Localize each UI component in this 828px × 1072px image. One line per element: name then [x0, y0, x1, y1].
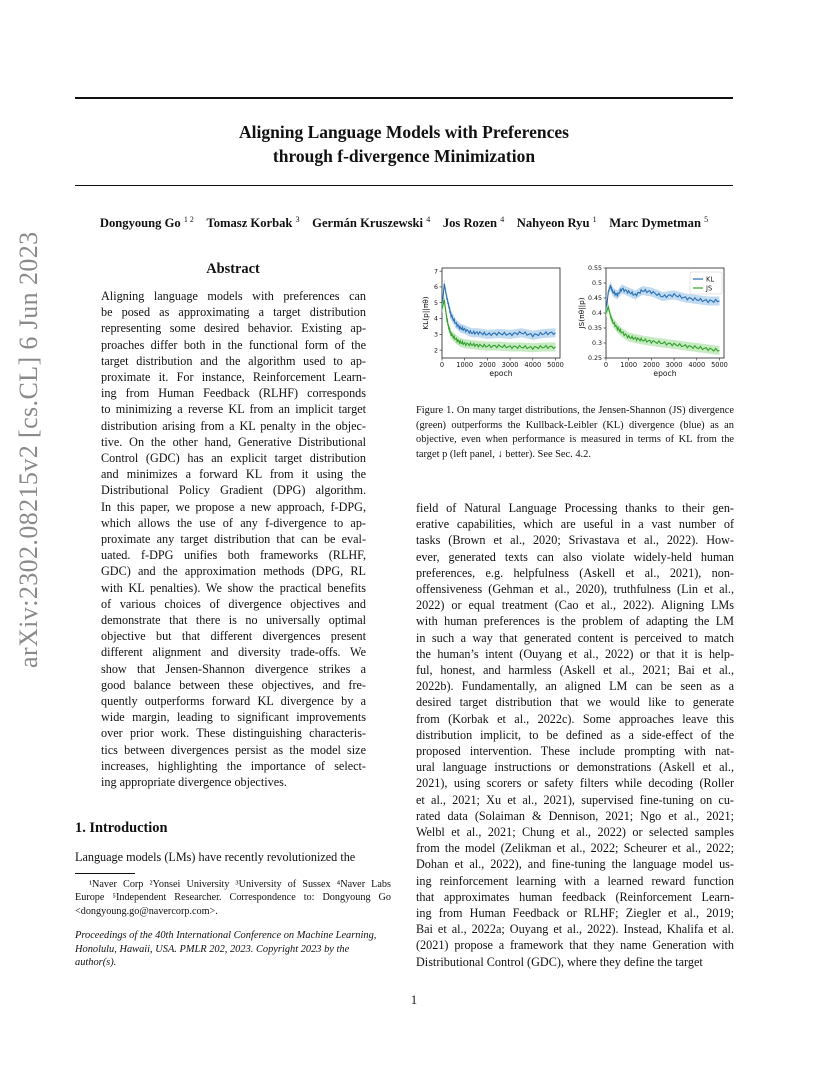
- abstract-line: of various choices of divergence objectives and: [101, 596, 366, 611]
- author-name: Marc Dymetman $^5$: [609, 215, 709, 231]
- x-tick-label: 5000: [547, 361, 564, 369]
- body-line: Dohan et al., 2022), and fine-tuning the language model us-: [416, 857, 734, 872]
- body-line: rated data (Solaiman & Dennison, 2021; Ngo et al., 2021;: [416, 808, 734, 823]
- y-axis-label: KL(p||πθ): [421, 296, 430, 330]
- author-name: Dongyoung Go $^{1 2}$: [99, 215, 194, 231]
- x-tick-label: 3000: [665, 361, 683, 369]
- body-line: ever, generated texts can also violate widely-held human: [416, 549, 734, 564]
- abstract-line: Aligning language models with preferences can: [101, 289, 366, 303]
- y-tick-label: 5: [433, 299, 438, 307]
- author-name: Nahyeon Ryu $^1$: [516, 215, 597, 231]
- abstract-line: wide margin, leading to significant improvements: [101, 710, 366, 725]
- x-tick-label: 4000: [524, 361, 542, 369]
- abstract-body: [101, 288, 366, 790]
- chart-js-panel: [577, 265, 728, 378]
- figure-1: [412, 260, 734, 390]
- paper-title-line1: Aligning Language Models with Preferences: [239, 122, 569, 142]
- body-line: 2022) or equal treatment (Cao et al., 2022). Aligning LMs: [416, 598, 734, 613]
- abstract-line: good balance between these objectives, and fre-: [101, 677, 366, 692]
- x-tick-label: 0: [603, 361, 609, 369]
- author-list: [75, 215, 733, 231]
- abstract-line: increases, highlighting the importance of select-: [101, 758, 366, 773]
- body-line: et al., 2021; Xu et al., 2021), supervised fine-tuning on cu-: [416, 792, 734, 807]
- author-affiliation: 1 2: [183, 215, 194, 224]
- y-tick-label: 7: [433, 268, 438, 276]
- abstract-line: and minimizes a forward KL from it using the: [101, 467, 366, 482]
- x-tick-label: 3000: [501, 361, 519, 369]
- x-tick-label: 5000: [711, 361, 728, 369]
- page-number: 1: [410, 993, 418, 1007]
- arxiv-stamp: arXiv:2302.08215v2 [cs.CL] 6 Jun 2023: [14, 231, 43, 668]
- y-tick-label: 6: [433, 284, 438, 292]
- x-tick-label: 2000: [478, 361, 496, 369]
- chart-kl-panel: [421, 268, 564, 378]
- confidence-band: [442, 279, 555, 339]
- affiliation-footnote: ¹Naver Corp ²Yonsei University ³University of Sussex ⁴Naver Labs Europe ⁵Independent Researcher. Correspondence to: Dongyoung Go <dongyoung.go@navercorp.com>.: [75, 879, 391, 917]
- author-name: Jos Rozen $^4$: [442, 215, 505, 231]
- body-line: field of Natural Language Processing thanks to their gen-: [416, 501, 734, 515]
- y-tick-label: 0.5: [591, 280, 602, 288]
- body-line: that approximates human feedback (Reinforcement Learn-: [416, 889, 734, 904]
- paper-title-line2: through f-divergence Minimization: [272, 146, 536, 166]
- author-affiliation: 1: [592, 215, 597, 224]
- abstract-line: proaches differ both in the functional form of the: [101, 337, 366, 352]
- abstract-heading: Abstract: [206, 261, 260, 277]
- body-line: with human preferences is the problem of adapting the LM: [416, 614, 734, 629]
- body-line: preferences, e.g. helpfulness (Askell et al., 2021), non-: [416, 565, 734, 580]
- body-line: desired target distribution that we would like to generate: [416, 695, 734, 710]
- proceedings-note: Proceedings of the 40th International Conference on Machine Learning, Honolulu, Hawaii, USA. PMLR 202, 2023. Copyright 2023 by the author(s).: [75, 930, 377, 969]
- legend-label: KL: [706, 275, 714, 284]
- x-axis-label: epoch: [653, 369, 677, 378]
- y-tick-label: 3: [433, 331, 438, 339]
- right-column-text: [416, 500, 734, 970]
- body-line: proposed intervention. These include prompting with nat-: [416, 744, 734, 759]
- abstract-line: Control (GDC) has an explicit target distribution: [101, 451, 366, 466]
- y-tick-label: 0.55: [587, 265, 602, 273]
- abstract-line: which allows the use of any f-divergence to ap-: [101, 515, 366, 530]
- body-line: Bai et al., 2022a; Ouyang et al., 2022). Instead, Khalifa et al.: [416, 922, 734, 937]
- legend-label: JS: [706, 284, 713, 293]
- abstract-line: different alignment and diversity trade-offs. We: [101, 645, 366, 660]
- abstract-line: tics between divergences persist as the model size: [101, 742, 366, 757]
- y-tick-label: 0.45: [587, 295, 602, 303]
- body-line: ural language instructions or demonstrations (Askell et al.,: [416, 760, 734, 775]
- confidence-band: [606, 303, 719, 356]
- body-line: 2021), using scorers or safety filters while decoding (Roller: [416, 776, 734, 791]
- y-tick-label: 2: [433, 347, 438, 355]
- author-name: Tomasz Korbak $^3$: [206, 215, 300, 231]
- body-line: ing reinforcement learning with a learned reward function: [416, 873, 734, 888]
- abstract-line: Distributional Policy Gradient (DPG) algorithm.: [101, 483, 366, 498]
- abstract-line: distribution arising from a KL penalty in the objec-: [101, 418, 366, 433]
- author-name: Germán Kruszewski $^4$: [312, 215, 431, 231]
- abstract-line: quently outperforms forward KL divergence by a: [101, 694, 366, 709]
- abstract-line: proximate any target distribution that can be eval-: [101, 532, 366, 547]
- x-tick-label: 2000: [642, 361, 660, 369]
- abstract-line: be posed as approximating a target distribution: [101, 305, 366, 320]
- abstract-line: demonstrate that there is no universally optimal: [101, 613, 366, 628]
- body-line: Welbl et al., 2021; Chung et al., 2022) or selected samples: [416, 825, 734, 840]
- body-line: ful, honest, and harmless (Askell et al., 2021; Bai et al.,: [416, 663, 734, 678]
- body-line: from (Korbak et al., 2022c). Some approaches leave this: [416, 711, 734, 726]
- abstract-line: over prior work. These distinguishing characteris-: [101, 726, 366, 741]
- body-line: the human’s intent (Ouyang et al., 2022) or that it is help-: [416, 646, 734, 661]
- figure-caption: Figure 1. On many target distributions, the Jensen-Shannon (JS) divergence (green) outperforms the Kullback-Leibler (KL) divergence (blue) as an objective, even when performance is measured in terms of KL from the target p (left panel, ↓ better). See Sec. 4.2.: [416, 405, 734, 460]
- abstract-line: representing some desired behavior. Existing ap-: [101, 321, 366, 336]
- body-line: tasks (Brown et al., 2020; Srivastava et al., 2022). How-: [416, 533, 734, 548]
- intro-text: Language models (LMs) have recently revolutionized the: [75, 850, 356, 864]
- x-axis-label: epoch: [489, 369, 513, 378]
- abstract-line: GDC) and the approximation methods (DPG, RL: [101, 564, 366, 579]
- y-tick-label: 0.35: [587, 325, 602, 333]
- x-tick-label: 0: [439, 361, 445, 369]
- body-line: ing from Human Feedback or RLHF; Ziegler et al., 2019;: [416, 906, 734, 921]
- body-line: distribution implicit, to be defined as a side-effect of the: [416, 727, 734, 742]
- y-axis-label: JS(πθ||p): [577, 297, 586, 329]
- x-tick-label: 1000: [620, 361, 638, 369]
- x-tick-label: 1000: [456, 361, 474, 369]
- body-line: Distributional Control (GDC), where they define the target: [416, 954, 703, 969]
- body-line: from the model (Zelikman et al., 2022; Scheurer et al., 2022;: [416, 841, 734, 856]
- author-affiliation: 4: [426, 215, 431, 224]
- body-line: 2022b). Fundamentally, an aligned LM can be seen as a: [416, 679, 734, 694]
- abstract-line: with KL penalties). We show the practical benefits: [101, 580, 366, 595]
- abstract-line: show that Jensen-Shannon divergence strikes a: [101, 661, 366, 676]
- body-line: (2021) propose a framework that they name Generation with: [416, 938, 734, 953]
- abstract-line: uated. f-DPG unifies both frameworks (RLHF,: [101, 548, 366, 563]
- title-rule-top: [75, 97, 733, 99]
- intro-heading: 1. Introduction: [75, 820, 168, 836]
- x-tick-label: 4000: [688, 361, 706, 369]
- abstract-line: ing from Human Feedback (RLHF) corresponds: [101, 386, 366, 401]
- abstract-line: to minimizing a reverse KL from an implicit target: [101, 402, 366, 417]
- abstract-line: ing appropriate divergence objectives.: [101, 775, 287, 790]
- author-affiliation: 4: [500, 215, 505, 224]
- series-line-kl: [442, 284, 555, 337]
- abstract-line: tive. On the other hand, Generative Distributional: [101, 434, 366, 449]
- abstract-line: proximate it. For instance, Reinforcement Learn-: [101, 370, 366, 385]
- body-line: in such a way that generated content is perceived to match: [416, 630, 734, 645]
- y-tick-label: 0.3: [591, 340, 602, 348]
- abstract-line: In this paper, we propose a new approach, f-DPG,: [101, 499, 366, 514]
- abstract-line: target distribution and the algorithm used to ap-: [101, 353, 366, 368]
- body-line: erative capabilities, which are useful in a vast number of: [416, 517, 734, 532]
- y-tick-label: 0.4: [591, 310, 602, 318]
- body-line: offensiveness (Gehman et al., 2020), truthfulness (Lin et al.,: [416, 582, 734, 597]
- footnote-rule: [75, 873, 135, 874]
- author-affiliation: 5: [704, 215, 709, 224]
- abstract-line: objective but that different divergences present: [101, 629, 366, 644]
- y-tick-label: 0.25: [587, 355, 602, 363]
- author-affiliation: 3: [295, 215, 300, 224]
- y-tick-label: 4: [433, 315, 438, 323]
- title-rule-bottom: [75, 185, 733, 186]
